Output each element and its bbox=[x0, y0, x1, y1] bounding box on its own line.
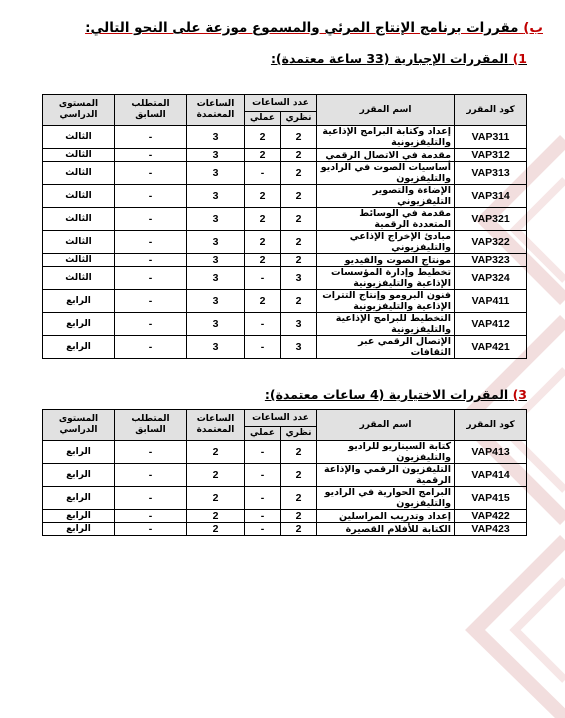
section-title: المقررات الاختيارية (4 ساعات معتمدة): bbox=[264, 387, 509, 402]
compulsory-courses-table bbox=[42, 94, 527, 359]
course-code: VAP422 bbox=[455, 510, 527, 523]
table-row bbox=[43, 313, 527, 336]
prerequisite: - bbox=[115, 267, 187, 290]
theory-hours: 2 bbox=[281, 523, 317, 536]
credit-hours: 3 bbox=[187, 336, 245, 359]
credit-hours: 2 bbox=[187, 441, 245, 464]
study-level: الثالث bbox=[43, 149, 115, 162]
col-level-header: المستوى الدراسي bbox=[43, 410, 115, 441]
study-level: الرابع bbox=[43, 313, 115, 336]
practical-hours: - bbox=[245, 487, 281, 510]
study-level: الرابع bbox=[43, 510, 115, 523]
practical-hours: 2 bbox=[245, 126, 281, 149]
compulsory-courses-body bbox=[43, 126, 527, 359]
theory-hours: 2 bbox=[281, 149, 317, 162]
practical-hours: 2 bbox=[245, 149, 281, 162]
col-theory-header: نظري bbox=[281, 427, 317, 441]
practical-hours: 2 bbox=[245, 231, 281, 254]
credit-hours: 3 bbox=[187, 313, 245, 336]
prerequisite: - bbox=[115, 254, 187, 267]
section-number: 3) bbox=[512, 387, 527, 402]
credit-hours: 2 bbox=[187, 464, 245, 487]
credit-hours: 3 bbox=[187, 267, 245, 290]
prerequisite: - bbox=[115, 290, 187, 313]
elective-courses-body bbox=[43, 441, 527, 536]
study-level: الثالث bbox=[43, 208, 115, 231]
prerequisite: - bbox=[115, 185, 187, 208]
prerequisite: - bbox=[115, 231, 187, 254]
study-level: الرابع bbox=[43, 441, 115, 464]
practical-hours: - bbox=[245, 313, 281, 336]
table-row bbox=[43, 231, 527, 254]
table-row bbox=[43, 267, 527, 290]
course-name: مقدمة في الوسائط المتعددة الرقمية bbox=[317, 208, 455, 231]
study-level: الرابع bbox=[43, 290, 115, 313]
course-name: التخطيط للبرامج الإذاعية والتليفزيونية bbox=[317, 313, 455, 336]
table-row bbox=[43, 290, 527, 313]
theory-hours: 2 bbox=[281, 231, 317, 254]
credit-hours: 3 bbox=[187, 231, 245, 254]
col-name-header: اسم المقرر bbox=[317, 95, 455, 126]
col-hours-header: عدد الساعات bbox=[245, 95, 317, 112]
study-level: الرابع bbox=[43, 464, 115, 487]
prerequisite: - bbox=[115, 162, 187, 185]
course-name: كتابة السيناريو للراديو والتليفزيون bbox=[317, 441, 455, 464]
practical-hours: - bbox=[245, 464, 281, 487]
course-code: VAP411 bbox=[455, 290, 527, 313]
theory-hours: 2 bbox=[281, 185, 317, 208]
theory-hours: 2 bbox=[281, 290, 317, 313]
study-level: الثالث bbox=[43, 126, 115, 149]
prerequisite: - bbox=[115, 208, 187, 231]
section-number: 1) bbox=[512, 51, 527, 66]
theory-hours: 2 bbox=[281, 208, 317, 231]
theory-hours: 3 bbox=[281, 267, 317, 290]
page-heading bbox=[85, 20, 543, 36]
course-name: مقدمة في الاتصال الرقمي bbox=[317, 149, 455, 162]
course-code: VAP314 bbox=[455, 185, 527, 208]
course-code: VAP322 bbox=[455, 231, 527, 254]
course-code: VAP415 bbox=[455, 487, 527, 510]
course-name: مونتاج الصوت والفيديو bbox=[317, 254, 455, 267]
practical-hours: - bbox=[245, 441, 281, 464]
credit-hours: 3 bbox=[187, 185, 245, 208]
course-code: VAP313 bbox=[455, 162, 527, 185]
course-code: VAP321 bbox=[455, 208, 527, 231]
col-theory-header: نظري bbox=[281, 112, 317, 126]
col-name-header: اسم المقرر bbox=[317, 410, 455, 441]
course-code: VAP423 bbox=[455, 523, 527, 536]
prerequisite: - bbox=[115, 441, 187, 464]
study-level: الثالث bbox=[43, 267, 115, 290]
prerequisite: - bbox=[115, 313, 187, 336]
col-level-header: المستوى الدراسي bbox=[43, 95, 115, 126]
course-name: الإتصال الرقمي عبر الثقافات bbox=[317, 336, 455, 359]
prerequisite: - bbox=[115, 336, 187, 359]
course-code: VAP324 bbox=[455, 267, 527, 290]
theory-hours: 2 bbox=[281, 254, 317, 267]
prerequisite: - bbox=[115, 464, 187, 487]
table-row bbox=[43, 487, 527, 510]
theory-hours: 2 bbox=[281, 441, 317, 464]
prerequisite: - bbox=[115, 523, 187, 536]
study-level: الثالث bbox=[43, 185, 115, 208]
practical-hours: - bbox=[245, 510, 281, 523]
section-compulsory-heading bbox=[271, 51, 527, 66]
study-level: الرابع bbox=[43, 336, 115, 359]
theory-hours: 3 bbox=[281, 313, 317, 336]
practical-hours: - bbox=[245, 523, 281, 536]
theory-hours: 3 bbox=[281, 336, 317, 359]
col-code-header: كود المقرر bbox=[455, 410, 527, 441]
course-code: VAP413 bbox=[455, 441, 527, 464]
course-name: أساسيات الصوت في الراديو والتليفزيون bbox=[317, 162, 455, 185]
credit-hours: 3 bbox=[187, 208, 245, 231]
table-row bbox=[43, 208, 527, 231]
credit-hours: 3 bbox=[187, 149, 245, 162]
prerequisite: - bbox=[115, 126, 187, 149]
course-name: إعداد وتدريب المراسلين bbox=[317, 510, 455, 523]
table-row bbox=[43, 162, 527, 185]
prerequisite: - bbox=[115, 149, 187, 162]
course-name: البرامج الحوارية في الراديو والتليفزيون bbox=[317, 487, 455, 510]
practical-hours: 2 bbox=[245, 254, 281, 267]
practical-hours: 2 bbox=[245, 290, 281, 313]
table-row bbox=[43, 523, 527, 536]
course-code: VAP412 bbox=[455, 313, 527, 336]
course-code: VAP421 bbox=[455, 336, 527, 359]
table-row bbox=[43, 149, 527, 162]
study-level: الثالث bbox=[43, 254, 115, 267]
table-row bbox=[43, 126, 527, 149]
heading-title: مقررات برنامج الإنتاج المرئي والمسموع موزعة على النحو التالي: bbox=[85, 20, 519, 36]
theory-hours: 2 bbox=[281, 126, 317, 149]
credit-hours: 3 bbox=[187, 162, 245, 185]
course-code: VAP323 bbox=[455, 254, 527, 267]
table-row bbox=[43, 441, 527, 464]
col-hours-header: عدد الساعات bbox=[245, 410, 317, 427]
col-credit-header: الساعات المعتمدة bbox=[187, 410, 245, 441]
theory-hours: 2 bbox=[281, 487, 317, 510]
practical-hours: - bbox=[245, 267, 281, 290]
credit-hours: 3 bbox=[187, 290, 245, 313]
theory-hours: 2 bbox=[281, 510, 317, 523]
course-name: التليفزيون الرقمي والإذاعة الرقمية bbox=[317, 464, 455, 487]
course-name: الكتابة للأفلام القصيرة bbox=[317, 523, 455, 536]
col-code-header: كود المقرر bbox=[455, 95, 527, 126]
credit-hours: 3 bbox=[187, 126, 245, 149]
course-code: VAP311 bbox=[455, 126, 527, 149]
course-code: VAP414 bbox=[455, 464, 527, 487]
table-row bbox=[43, 464, 527, 487]
course-name: الإضاءة والتصوير التليفزيوني bbox=[317, 185, 455, 208]
study-level: الرابع bbox=[43, 487, 115, 510]
practical-hours: 2 bbox=[245, 185, 281, 208]
course-name: مبادئ الإخراج الإذاعي والتليفزيوني bbox=[317, 231, 455, 254]
theory-hours: 2 bbox=[281, 162, 317, 185]
col-practical-header: عملي bbox=[245, 427, 281, 441]
prerequisite: - bbox=[115, 487, 187, 510]
credit-hours: 2 bbox=[187, 510, 245, 523]
table-row bbox=[43, 510, 527, 523]
practical-hours: - bbox=[245, 162, 281, 185]
elective-courses-table bbox=[42, 409, 527, 536]
course-code: VAP312 bbox=[455, 149, 527, 162]
course-name: تخطيط وإدارة المؤسسات الإذاعية والتليفزيونية bbox=[317, 267, 455, 290]
table-row bbox=[43, 254, 527, 267]
col-practical-header: عملي bbox=[245, 112, 281, 126]
study-level: الرابع bbox=[43, 523, 115, 536]
course-name: إعداد وكتابة البرامج الإذاعية والتليفزيونية bbox=[317, 126, 455, 149]
credit-hours: 3 bbox=[187, 254, 245, 267]
study-level: الثالث bbox=[43, 162, 115, 185]
col-prereq-header: المتطلب السابق bbox=[115, 95, 187, 126]
section-title: المقررات الإجبارية (33 ساعة معتمدة): bbox=[270, 51, 509, 66]
table-row bbox=[43, 185, 527, 208]
col-credit-header: الساعات المعتمدة bbox=[187, 95, 245, 126]
credit-hours: 2 bbox=[187, 523, 245, 536]
prerequisite: - bbox=[115, 510, 187, 523]
section-elective-heading bbox=[265, 387, 527, 402]
practical-hours: 2 bbox=[245, 208, 281, 231]
theory-hours: 2 bbox=[281, 464, 317, 487]
col-prereq-header: المتطلب السابق bbox=[115, 410, 187, 441]
study-level: الثالث bbox=[43, 231, 115, 254]
course-name: فنون البرومو وإنتاج التترات الإذاعية والتليفزيونية bbox=[317, 290, 455, 313]
table-row bbox=[43, 336, 527, 359]
credit-hours: 2 bbox=[187, 487, 245, 510]
practical-hours: - bbox=[245, 336, 281, 359]
heading-prefix: ب) bbox=[523, 20, 543, 36]
